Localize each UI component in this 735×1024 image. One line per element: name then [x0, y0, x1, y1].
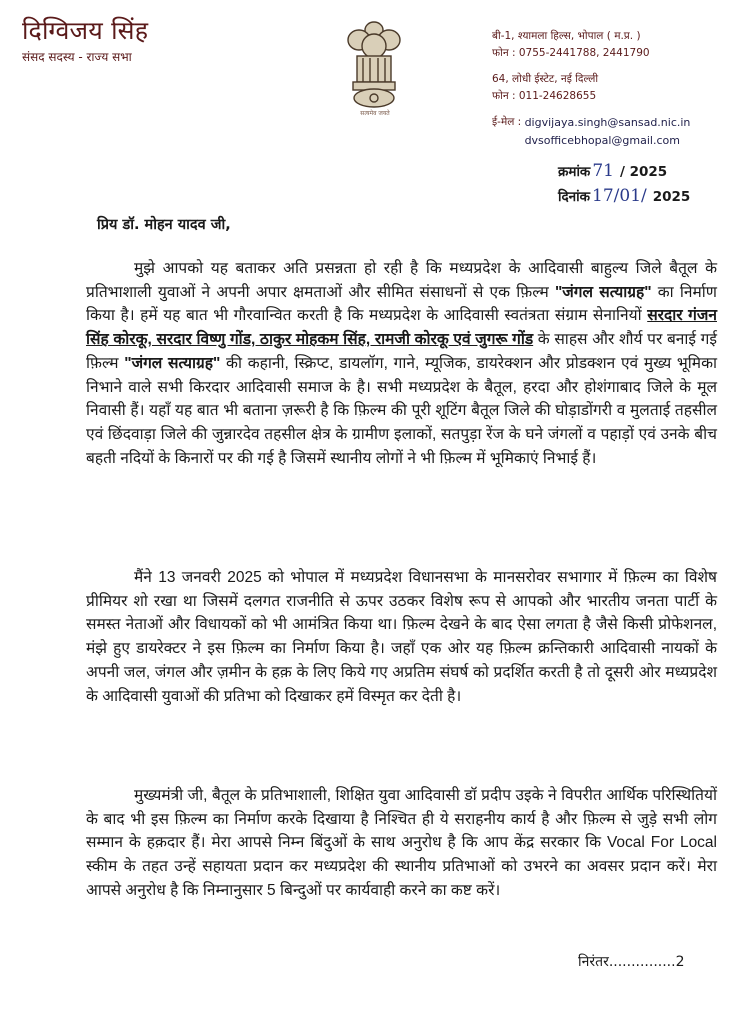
- reference-block: [558, 159, 690, 209]
- letterhead-sender: [22, 16, 148, 65]
- paragraph-1: [86, 257, 717, 470]
- emblem-motto: सत्यमेव जयते: [360, 110, 390, 117]
- paragraph-1-text-a: मुझे आपको यह बताकर अति प्रसन्नता हो रही है कि मध्यप्रदेश के आदिवासी बाहुल्य जिले बैतूल के प्रतिभाशाली युवाओं ने अपनी अपार क्षमताओं और सीमित संसाधनों से एक फ़िल्म: [86, 260, 717, 301]
- film-title: "जंगल सत्याग्रह": [554, 283, 652, 301]
- paragraph-1-text-d: की कहानी, स्क्रिप्ट, डायलॉग, गाने, म्यूजिक, डायरेक्शन और प्रोडक्शन एवं मुख्य भूमिका निभाने वाले सभी किरदार आदिवासी समाज के है। सभी मध्यप्रदेश के बैतूल, हरदा और होशंगाबाद जिले के मूल निवासी हैं। यहाँ यह बात भी बताना ज़रूरी है कि फ़िल्म की पूरी शूटिंग बैतूल जिले की घोड़ाडोंगरी व मुलताई तहसील एवं छिंदवाड़ा जिले की जुन्नारदेव तहसील क्षेत्र के ग्रामीण इलाकों, सतपुड़ा रेंज के घने जंगलों व पहाड़ों एवं उनके बीच बहती नदियों के किनारों पर की गई है जिसमें स्थानीय लोगों ने भी फ़िल्म में भूमिकाएं निभाई हैं।: [86, 354, 717, 467]
- paragraph-2: मैंने 13 जनवरी 2025 को भोपाल में मध्यप्रदेश विधानसभा के मानसरोवर सभागार में फ़िल्म का विशेष प्रीमियर शो रखा था जिसमें दलगत राजनीति से ऊपर उठकर विशेष रूप से आपको और भारतीय जनता पार्टी के समस्त नेताओं और विधायकों को भी आमंत्रित किया था। फ़िल्म देखने के बाद ऐसा लगता है जैसे किसी प्रोफेशनल, मंझे हुए डायरेक्टर ने इस फ़िल्म का निर्माण किया है। जहाँ एक ओर यह फ़िल्म क्रन्तिकारी आदिवासी नायकों के अपनी जल, जंगल और ज़मीन के हक़ के लिए किये गए अप्रतिम संघर्ष को प्रदर्शित करती है तो दूसरी ओर मध्यप्रदेश के आदिवासी युवाओं की प्रतिभा को दिखाकर हमें विस्मृत कर देती है।: [86, 569, 717, 705]
- phone-bhopal: फोन : 0755-2441788, 2441790: [492, 47, 650, 59]
- phone-delhi: फोन : 011-24628655: [492, 90, 597, 102]
- paragraph-1-text-b: का निर्माण किया है। हमें यह बात भी गौरवान्वित करती है कि मध्यप्रदेश के आदिवासी स्वतंत्रता संग्राम सेनानियों: [86, 283, 717, 325]
- reference-date: [558, 184, 690, 209]
- reference-date-label: दिनांक: [558, 189, 591, 205]
- email-label: ई-मेल :: [492, 116, 525, 128]
- email-link-primary[interactable]: digvijaya.singh@sansad.nic.in: [524, 116, 691, 129]
- film-title-repeat: "जंगल सत्याग्रह": [124, 354, 221, 372]
- reference-date-year: 2025: [652, 189, 691, 205]
- freedom-fighter-names: सरदार गंजन सिंह कोरकू, सरदार विष्णु गोंड, ठाकुर मोहकम सिंह, रामजी कोरकू एवं जुगरू गोंड: [86, 307, 717, 349]
- email-link-secondary[interactable]: dvsofficebhopal@gmail.com: [524, 134, 680, 147]
- paragraph-1-text-c: के साहस और शौर्य पर बनाई गई फ़िल्म: [86, 331, 717, 372]
- sender-name: दिग्विजय सिंह: [22, 16, 149, 45]
- address-bhopal: बी-1, श्यामला हिल्स, भोपाल ( म.प्र. ): [492, 30, 641, 42]
- letterhead-contact: [492, 28, 690, 150]
- address-delhi: 64, लोधी ईस्टेट, नई दिल्ली: [492, 73, 599, 85]
- reference-number-value: 71: [592, 161, 614, 181]
- email-block: [492, 114, 690, 150]
- national-emblem-icon: [339, 12, 409, 112]
- reference-number: [558, 159, 690, 184]
- reference-number-label: क्रमांक: [558, 164, 591, 180]
- sender-designation: संसद सदस्य - राज्य सभा: [22, 50, 132, 64]
- reference-date-value: 17/01/: [592, 186, 647, 206]
- continued-page-marker: निरंतर...............2: [578, 954, 685, 970]
- reference-number-year: / 2025: [619, 164, 668, 180]
- salutation: प्रिय डॉ. मोहन यादव जी,: [97, 217, 231, 233]
- paragraph-3: मुख्यमंत्री जी, बैतूल के प्रतिभाशाली, शिक्षित युवा आदिवासी डॉ प्रदीप उइके ने विपरीत आर्थिक परिस्थितियों के बाद भी इस फ़िल्म का निर्माण करके दिखाया है निश्चित ही ये सराहनीय कार्य है और फ़िल्म से जुड़े सभी लोग सम्मान के हक़दार हैं। मेरा आपसे निम्न बिंदुओं के साथ अनुरोध है कि आप केंद्र सरकार कि Vocal For Local स्कीम के तहत उन्हें सहायता प्रदान कर मध्यप्रदेश की स्थानीय प्रतिभाओं को उभरने का अवसर प्रदान करें। मेरा आपसे अनुरोध है कि निम्नानुसार 5 बिन्दुओं पर कार्यवाही करने का कष्ट करें।: [86, 787, 717, 899]
